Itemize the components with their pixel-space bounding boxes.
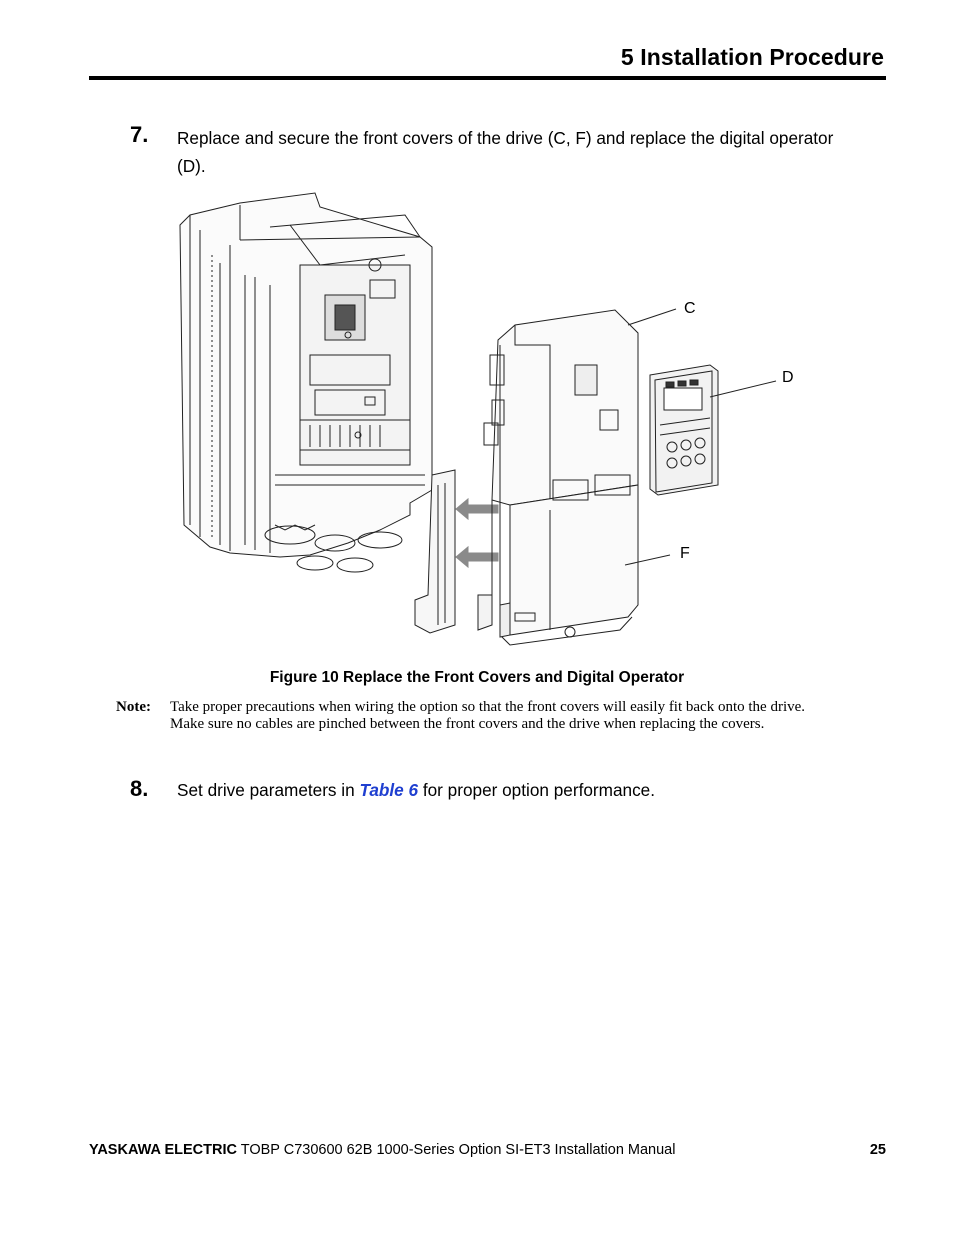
step-8-text (177, 776, 857, 804)
footer-company: YASKAWA ELECTRIC (89, 1142, 237, 1158)
step-7-text: Replace and secure the front covers of the drive (C, F) and replace the digital operator (D). (177, 128, 834, 176)
table-6-link[interactable]: Table 6 (359, 780, 419, 800)
step-8-number: 8. (130, 776, 149, 801)
callout-c-label: C (684, 300, 696, 317)
callout-c-line (628, 309, 676, 325)
note-label: Note: (116, 699, 151, 715)
digital-operator (650, 365, 718, 495)
front-cover-assembly (478, 310, 638, 645)
figure-10 (170, 185, 810, 665)
callout-d-line (710, 381, 776, 397)
step-8-text-before: Set drive parameters in (177, 780, 360, 800)
footer-document: TOBP C730600 62B 1000-Series Option SI-ET3 Installation Manual (236, 1142, 676, 1158)
page-number: 25 (869, 1142, 886, 1158)
footer-doc-info (89, 1142, 675, 1158)
header-rule (89, 76, 886, 80)
drive-cover-illustration (170, 185, 810, 665)
callout-f-label: F (680, 545, 690, 562)
figure-caption: Figure 10 Replace the Front Covers and Digital Operator (269, 669, 685, 686)
drive-body (180, 193, 432, 572)
step-7-number: 7. (130, 122, 149, 147)
note-text: Take proper precautions when wiring the option so that the front covers will easily fit back onto the drive. Make sure no cables are pinched between the front covers and the drive when replacing the covers. (170, 699, 806, 732)
step-8-text-after: for proper option performance. (418, 780, 655, 800)
section-title: 5 Installation Procedure (620, 44, 884, 70)
callout-d-label: D (782, 369, 794, 386)
